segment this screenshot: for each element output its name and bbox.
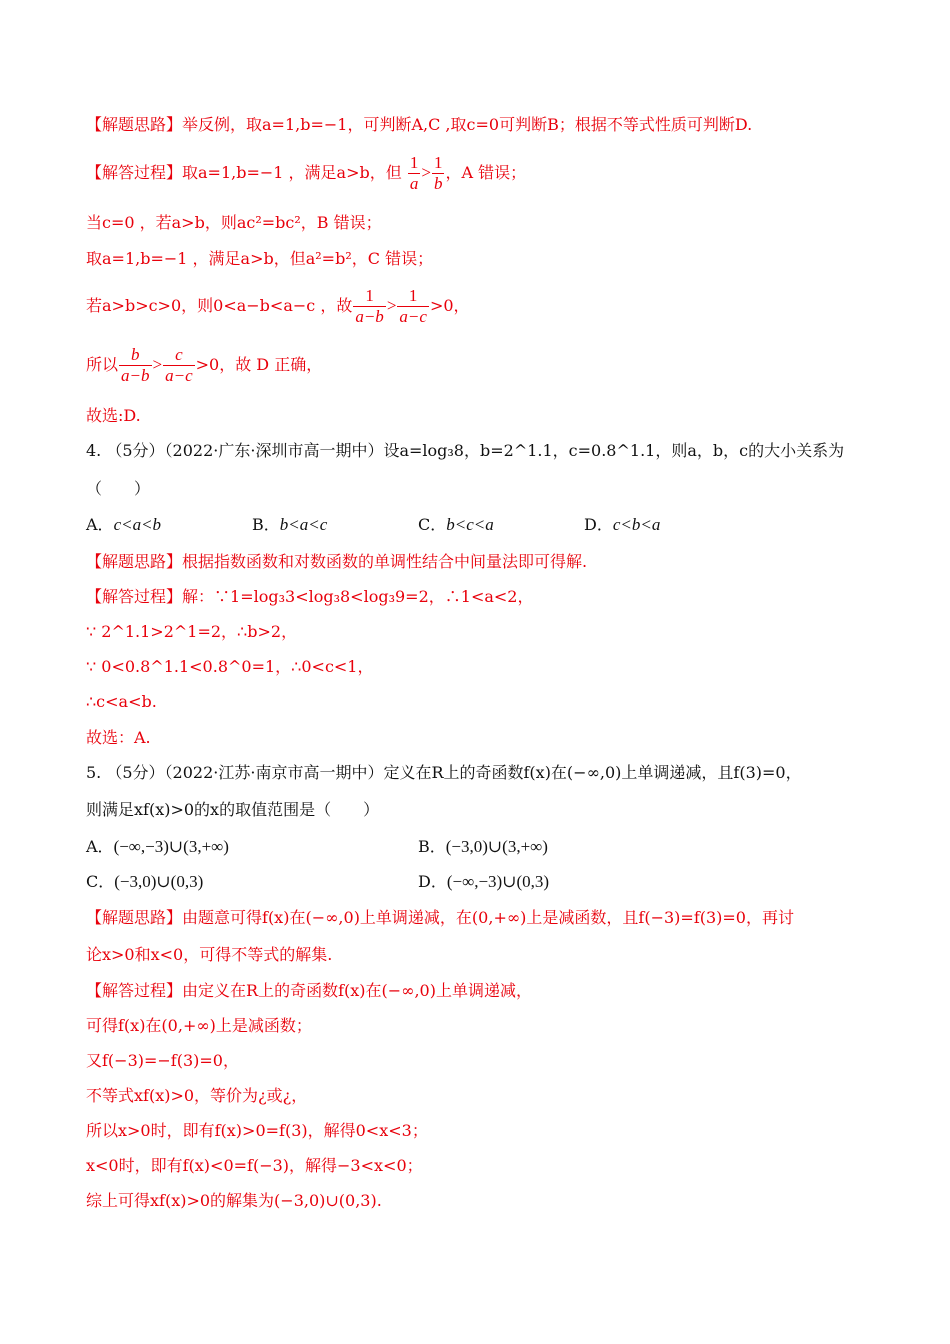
q3-thought-line: [86, 114, 752, 136]
q4-process-tag: 【解答过程】: [86, 587, 183, 606]
q3-process-tail-5: >0，故 D 正确，: [195, 355, 323, 374]
q3-process-tail-1: ，A 错误；: [445, 163, 527, 182]
q4-option-a[interactable]: A．c<a<b: [86, 515, 162, 534]
q5-stem: 定义在R上的奇函数f(x)在(−∞,0)上单调递减，且f(3)=0，: [383, 763, 802, 782]
q3-fraction-b-over-a-minus-b: $\frac{b}{a-b}$: [121, 345, 150, 385]
q3-fraction-c-over-a-minus-c: $\frac{c}{a-c}$: [165, 345, 193, 385]
q5-option-a[interactable]: A．(−∞,−3)∪(3,+∞): [86, 837, 229, 856]
q5-thought-line-2: 论x>0和x<0，可得不等式的解集.: [86, 945, 333, 964]
q3-fraction-1-over-a-minus-b: $\frac{1}{a-b}$: [355, 286, 384, 326]
q5-score: （5分）: [106, 763, 165, 782]
q3-process-line-2: 当c=0 ，若a>b，则ac²=bc²，B 错误；: [86, 213, 382, 232]
q4-process-line-1: [86, 586, 533, 608]
q3-fraction-1-over-b: $\frac{1}{b}$: [433, 153, 443, 193]
q5-process-line-5: 所以x>0时，即有f(x)>0=f(3)，解得0<x<3；: [86, 1121, 428, 1140]
q4-score: （5分）: [106, 441, 165, 460]
q5-thought-tag: 【解题思路】: [86, 908, 183, 927]
q4-option-c[interactable]: C．b<c<a: [418, 515, 494, 534]
q4-thought-tag: 【解题思路】: [86, 552, 183, 571]
q5-process-line-4: 不等式xf(x)>0，等价为¿或¿，: [86, 1086, 308, 1105]
q3-process-text-5: 所以: [86, 355, 119, 374]
q4-process-line-3: ∵ 0<0.8^1.1<0.8^0=1，∴0<c<1，: [86, 657, 374, 676]
q3-fraction-1-over-a-minus-c: $\frac{1}{a-c}$: [399, 286, 427, 326]
q5-process-tag: 【解答过程】: [86, 981, 183, 1000]
q3-thought-text: 举反例，取a=1,b=−1，可判断A,C ,取c=0可判断B；根据不等式性质可判断D.: [182, 115, 753, 134]
q5-source: （2022·江苏·南京市高一期中）: [164, 763, 384, 782]
q3-process-line-3: 取a=1,b=−1 ，满足a>b，但a²=b²，C 错误；: [86, 249, 434, 268]
q4-stem: 设a=log₃8，b=2^1.1，c=0.8^1.1，则a，b，c的大小关系为: [383, 441, 845, 460]
q5-thought-text: 由题意可得f(x)在(−∞,0)上单调递减，在(0,+∞)上是减函数，且f(−3)=f(3)=0，再讨: [182, 908, 794, 927]
q5-process-line-2: 可得f(x)在(0,+∞)上是减函数；: [86, 1016, 312, 1035]
q3-process-line-5: 所以 $\frac{b}{a-b}$ > $\frac{c}{a-c}$ >0，故 D 正确，: [86, 345, 323, 385]
q4-thought-line: [86, 551, 587, 573]
q5-process-text-1: 由定义在R上的奇函数f(x)在(−∞,0)上单调递减，: [182, 981, 532, 1000]
q4-option-d[interactable]: D．c<b<a: [584, 515, 661, 534]
q4-number: 4.: [86, 441, 102, 460]
q4-process-text-1: 解：∵1=log₃3<log₃8<log₃9=2，∴1<a<2，: [182, 587, 534, 606]
q3-thought-tag: 【解题思路】: [86, 115, 183, 134]
q3-answer: 故选:D.: [86, 406, 141, 425]
q3-process-line-1: 【解答过程】取a=1,b=−1 ，满足a>b，但 $\frac{1}{a}$ > $\frac{1}{b}$ ，A 错误；: [86, 153, 527, 193]
q5-stem-line-2: 则满足xf(x)>0的x的取值范围是（ ）: [86, 800, 380, 819]
q3-process-tag: 【解答过程】: [86, 163, 183, 182]
q5-process-line-1: [86, 980, 532, 1002]
q5-option-d[interactable]: D．(−∞,−3)∪(0,3): [418, 872, 550, 891]
q4-process-line-2: ∵ 2^1.1>2^1=2，∴b>2，: [86, 622, 298, 641]
q3-process-tail-4: >0，: [429, 296, 470, 315]
q4-paren: （ ）: [86, 479, 151, 498]
q4-option-b[interactable]: B．b<a<c: [252, 515, 328, 534]
q5-process-line-7: 综上可得xf(x)>0的解集为(−3,0)∪(0,3).: [86, 1191, 382, 1210]
q4-process-line-4: ∴c<a<b.: [86, 692, 157, 711]
q4-stem-line: [86, 440, 844, 462]
q5-option-b[interactable]: B．(−3,0)∪(3,+∞): [418, 837, 548, 856]
q3-process-line-4: 若a>b>c>0，则0<a−b<a−c ，故 $\frac{1}{a-b}$ > $\frac{1}{a-c}$ >0，: [86, 286, 470, 326]
q5-thought-line: [86, 907, 794, 929]
q5-process-line-6: x<0时，即有f(x)<0=f(−3)，解得−3<x<0；: [86, 1156, 423, 1175]
q5-option-c[interactable]: C．(−3,0)∪(0,3): [86, 872, 204, 891]
q4-source: （2022·广东·深圳市高一期中）: [164, 441, 384, 460]
q5-stem-line: [86, 762, 802, 784]
q4-thought-text: 根据指数函数和对数函数的单调性结合中间量法即可得解.: [182, 552, 588, 571]
q5-number: 5.: [86, 763, 102, 782]
q3-process-text-4: 若a>b>c>0，则0<a−b<a−c ，故: [86, 296, 353, 315]
q3-fraction-1-over-a: $\frac{1}{a}$: [409, 153, 419, 193]
q3-process-text-1: 取a=1,b=−1 ，满足a>b，但: [182, 163, 402, 182]
q5-process-line-3: 又f(−3)=−f(3)=0，: [86, 1051, 239, 1070]
q4-answer: 故选：A.: [86, 728, 151, 747]
